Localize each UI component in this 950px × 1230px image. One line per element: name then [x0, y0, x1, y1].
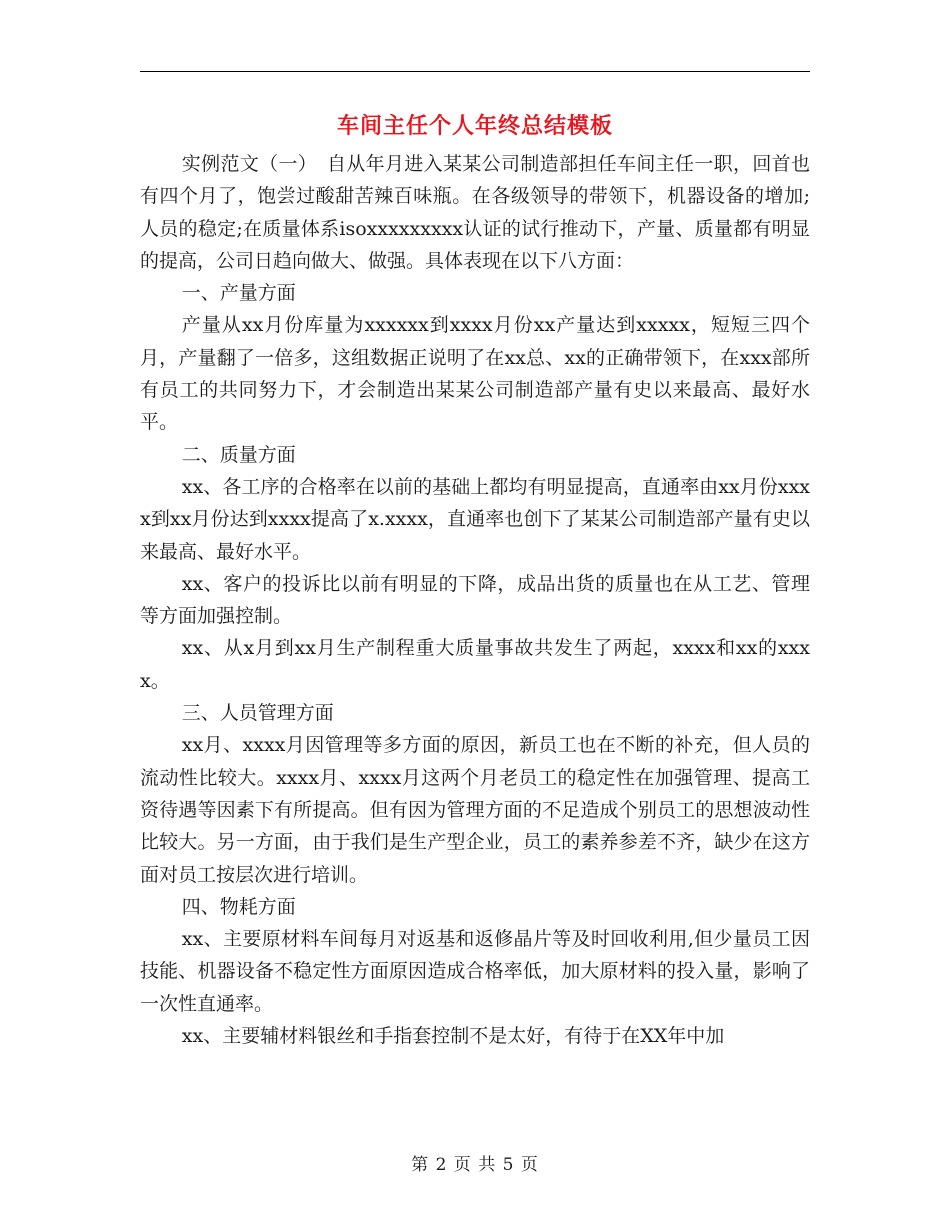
paragraph-intro: 实例范文（一） 自从年月进入某某公司制造部担任车间主任一职，回首也有四个月了，饱尝过酸甜苦辣百味瓶。在各级领导的带领下，机器设备的增加;人员的稳定;在质量体系isoxxxxxxxxx认证的试行推动下，产量、质量都有明显的提高，公司日趋向做大、做强。具体表现在以下八方面： [140, 153, 810, 272]
section-heading-personnel: 三、人员管理方面 [181, 702, 334, 725]
paragraph-materials-1: xx、主要原材料车间每月对返基和返修晶片等及时回收利用,但少量员工因技能、机器设备不稳定性方面原因造成合格率低，加大原材料的投入量，影响了一次性直通率。 [140, 928, 810, 1015]
section-heading-output: 一、产量方面 [181, 282, 296, 305]
header-rule [140, 71, 810, 72]
paragraph-output: 产量从xx月份库量为xxxxxx到xxxx月份xx产量达到xxxxx，短短三四个月，产量翻了一倍多，这组数据正说明了在xx总、xx的正确带领下，在xxx部所有员工的共同努力下，才会制造出某某公司制造部产量有史以来最高、最好水平。 [140, 314, 810, 434]
page-number: 第 2 页 共 5 页 [411, 1155, 539, 1175]
section-heading-materials: 四、物耗方面 [181, 895, 296, 918]
document-body [140, 148, 810, 1052]
section-heading-quality: 二、质量方面 [181, 443, 296, 466]
paragraph-quality-2: xx、客户的投诉比以前有明显的下降，成品出货的质量也在从工艺、管理等方面加强控制。 [140, 572, 810, 628]
document-title: 车间主任个人年终总结模板 [336, 113, 613, 139]
paragraph-personnel: xx月、xxxx月因管理等多方面的原因，新员工也在不断的补充，但人员的流动性比较大。xxxx月、xxxx月这两个月老员工的稳定性在加强管理、提高工资待遇等因素下有所提高。但有因为管理方面的不足造成个别员工的思想波动性比较大。另一方面，由于我们是生产型企业，员工的素养参差不齐，缺少在这方面对员工按层次进行培训。 [140, 734, 810, 886]
paragraph-quality-3: xx、从x月到xx月生产制程重大质量事故共发生了两起，xxxx和xx的xxxx。 [140, 637, 810, 692]
paragraph-materials-2: xx、主要辅材料银丝和手指套控制不是太好，有待于在XX年中加 [181, 1025, 725, 1048]
paragraph-quality-1: xx、各工序的合格率在以前的基础上都均有明显提高，直通率由xx月份xxxx到xx月份达到xxxx提高了x.xxxx，直通率也创下了某某公司制造部产量有史以来最高、最好水平。 [140, 475, 810, 563]
